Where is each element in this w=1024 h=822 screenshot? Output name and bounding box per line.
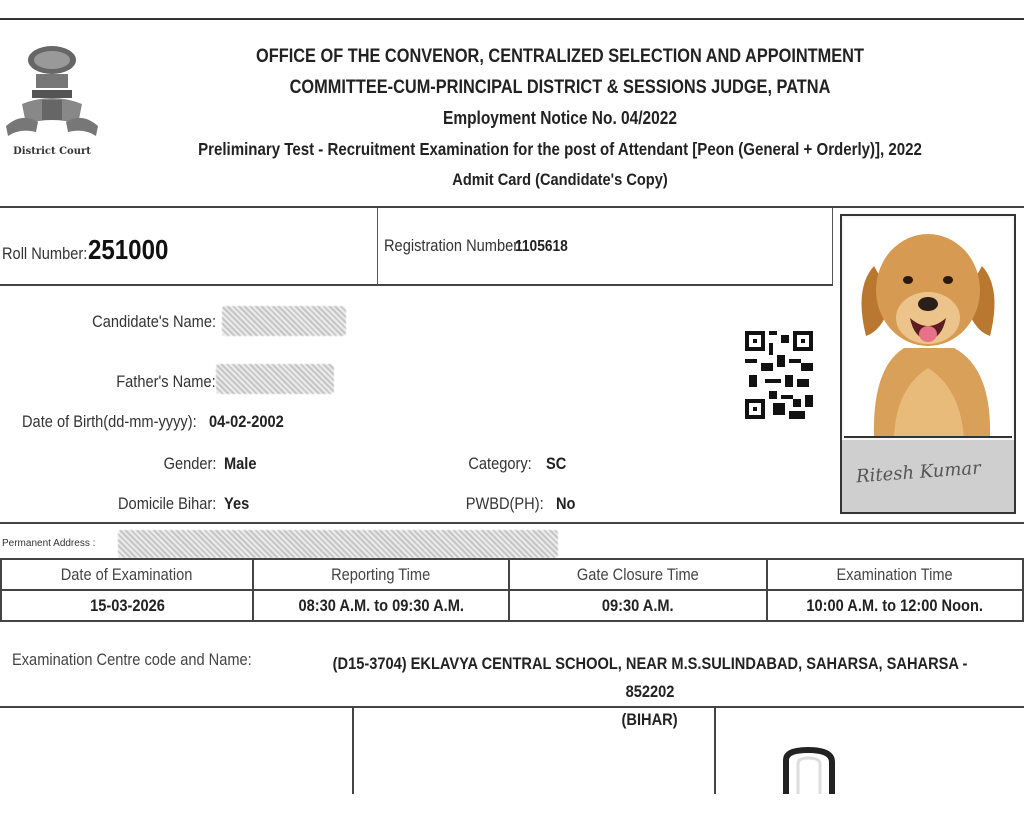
header-text-block (120, 46, 1000, 201)
dog-photo-icon (844, 218, 1012, 438)
father-name-row (100, 372, 216, 392)
dob-value: 04-02-2002 (209, 412, 284, 431)
reporting-time-header: Reporting Time (253, 559, 509, 590)
emblem-icon (2, 42, 102, 146)
registration-number-box (378, 208, 833, 286)
pwbd-value: No (556, 494, 576, 513)
exam-time-header: Examination Time (767, 559, 1023, 590)
category-value: SC (546, 454, 567, 473)
gender-value-row (224, 454, 262, 474)
category-label: Category: (468, 454, 532, 473)
bottom-boxes (0, 708, 1024, 794)
registration-number-value: 1105618 (515, 238, 568, 255)
roll-number-box (0, 208, 378, 286)
bottom-box-middle (354, 708, 716, 794)
exam-centre-label: Examination Centre code and Name: (12, 650, 252, 669)
category-label-row (458, 454, 532, 474)
court-emblem-logo (2, 42, 102, 162)
domicile-value-row (224, 494, 253, 514)
domicile-label-row (102, 494, 216, 514)
exam-time-value: 10:00 A.M. to 12:00 Noon. (767, 590, 1023, 621)
emblem-caption: District Court (13, 146, 91, 157)
father-name-redacted (216, 364, 334, 394)
exam-table-value-row (1, 590, 1023, 621)
photo-frame (840, 214, 1016, 514)
domicile-label: Domicile Bihar: (117, 494, 216, 513)
permanent-address-label: Permanent Address : (2, 538, 96, 549)
domicile-value: Yes (224, 494, 250, 513)
pwbd-value-row (556, 494, 579, 514)
header-notice-line: Employment Notice No. 04/2022 (442, 108, 678, 128)
category-value-row (546, 454, 570, 474)
permanent-address-redacted (118, 530, 558, 558)
pwbd-label: PWBD(PH): (466, 494, 544, 513)
candidate-photo (844, 218, 1012, 438)
gender-label-row (155, 454, 216, 474)
gate-closure-value: 09:30 A.M. (509, 590, 767, 621)
gender-value: Male (224, 454, 257, 473)
exam-date-header: Date of Examination (1, 559, 253, 590)
gender-label: Gender: (163, 454, 216, 473)
registration-number-label: Registration Number: (384, 236, 523, 255)
admit-card-header (0, 22, 1024, 208)
pwbd-label-row (453, 494, 544, 514)
header-admit-card-line: Admit Card (Candidate's Copy) (452, 170, 668, 189)
signature-text: Ritesh Kumar (855, 457, 982, 488)
qr-code-icon (745, 331, 813, 419)
admit-card (0, 18, 1024, 792)
exam-date-value: 15-03-2026 (1, 590, 253, 621)
thumb-impression-icon (778, 746, 838, 794)
dob-row (22, 412, 296, 432)
dob-label: Date of Birth(dd-mm-yyyy): (22, 412, 197, 431)
header-exam-line: Preliminary Test - Recruitment Examination for the post of Attendant [Peon (General + Orderly)], 2022 (198, 139, 922, 159)
candidate-signature (842, 440, 1014, 512)
roll-number-label: Roll Number: (2, 244, 88, 263)
roll-number-value: 251000 (87, 234, 169, 265)
exam-centre-line2: (BIHAR) (621, 710, 679, 729)
exam-centre-line1: (D15-3704) EKLAVYA CENTRAL SCHOOL, NEAR M.S.SULINDABAD, SAHARSA, SAHARSA - 852202 (332, 654, 968, 701)
candidate-name-label: Candidate's Name: (92, 312, 216, 331)
bottom-box-left (0, 708, 354, 794)
gate-closure-header: Gate Closure Time (509, 559, 767, 590)
reporting-time-value: 08:30 A.M. to 09:30 A.M. (253, 590, 509, 621)
header-committee-line: COMMITTEE-CUM-PRINCIPAL DISTRICT & SESSIONS JUDGE, PATNA (289, 77, 831, 98)
header-office-line: OFFICE OF THE CONVENOR, CENTRALIZED SELECTION AND APPOINTMENT (256, 46, 864, 67)
candidate-name-row (72, 312, 216, 332)
candidate-name-redacted (222, 306, 346, 336)
exam-schedule-table (0, 558, 1024, 622)
father-name-label: Father's Name: (116, 372, 216, 391)
exam-centre-row (0, 622, 1024, 729)
permanent-address-row (0, 522, 1024, 558)
exam-table-header-row (1, 559, 1023, 590)
